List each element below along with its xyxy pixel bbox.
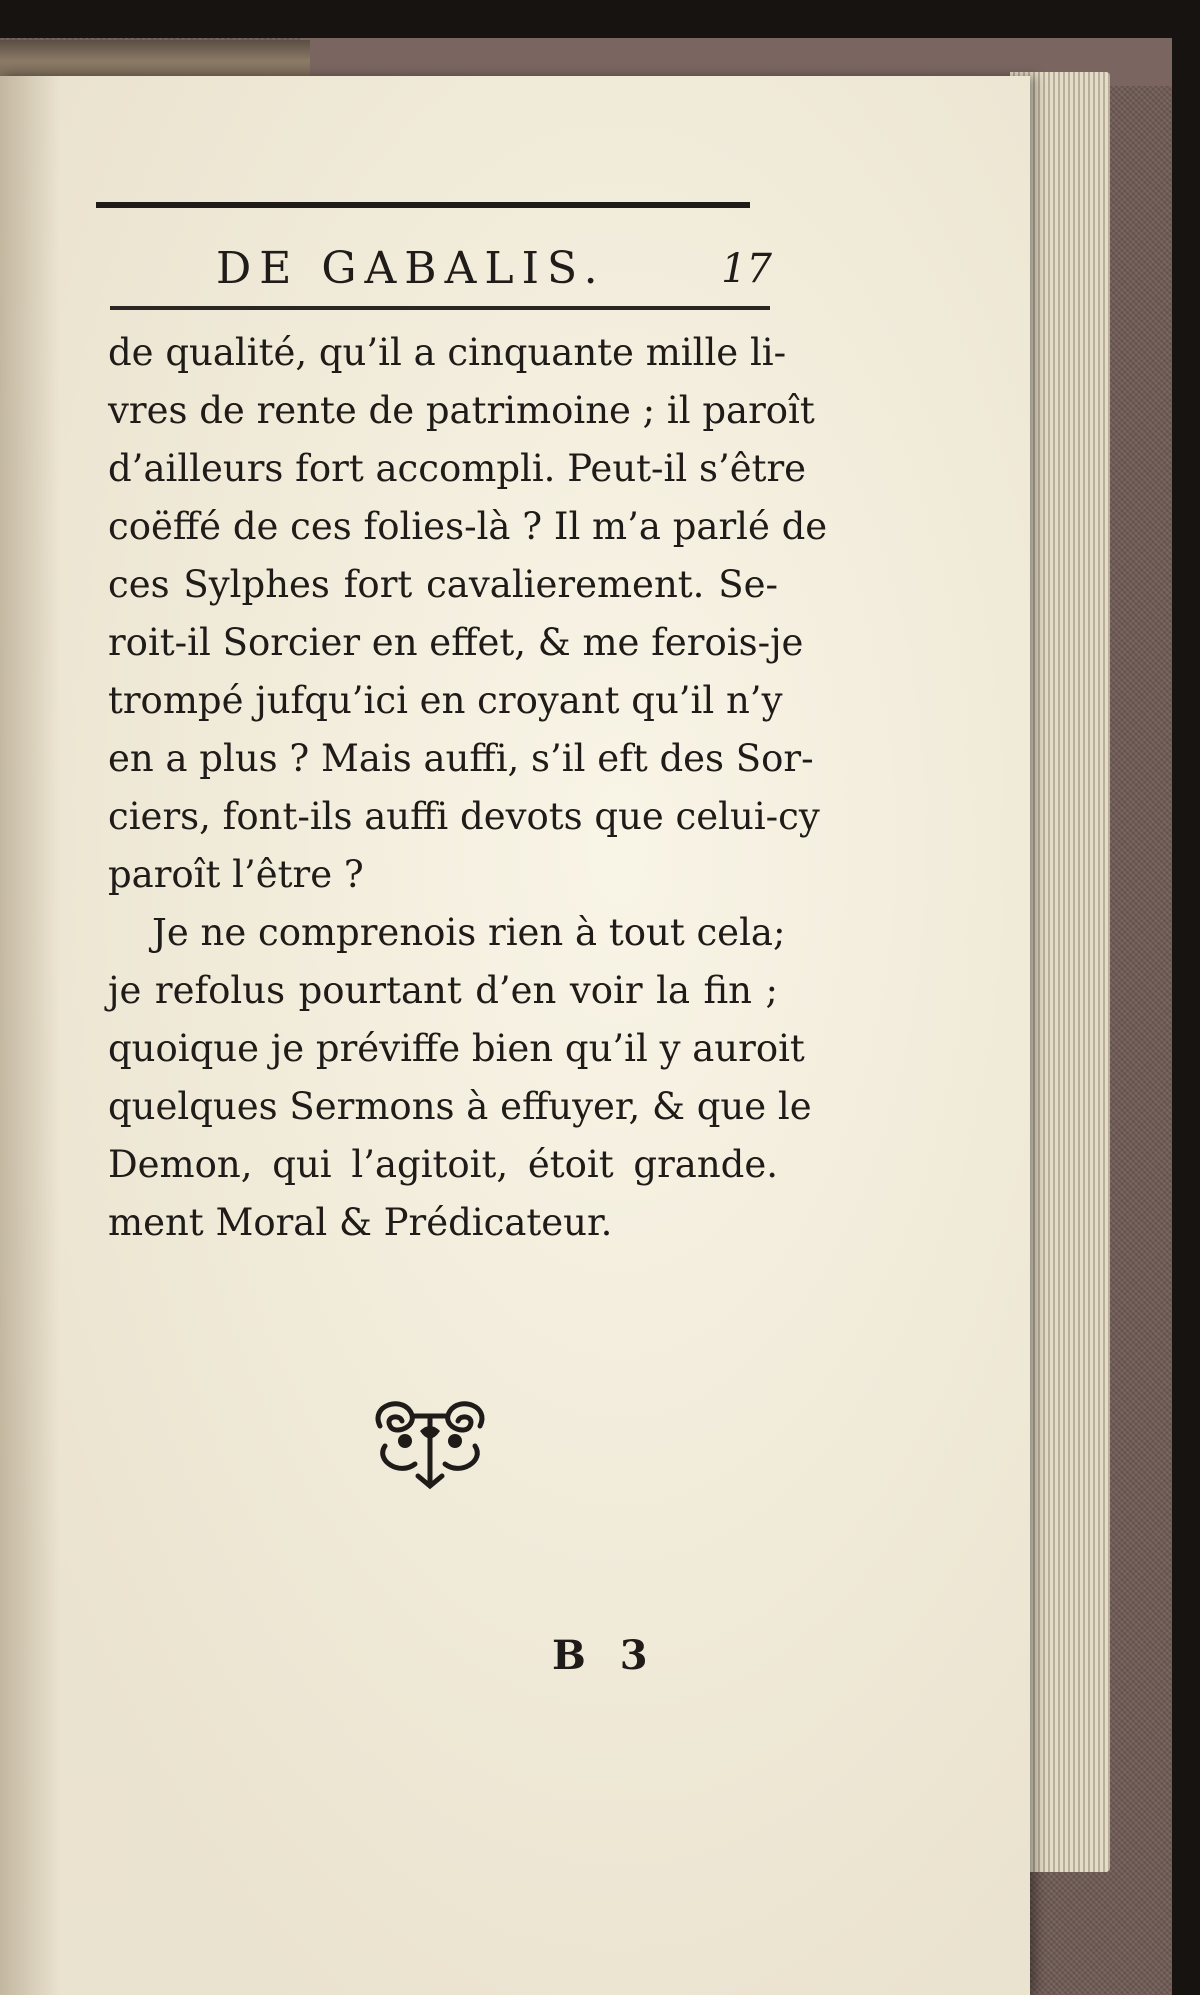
book-page (0, 76, 1030, 1995)
page-header (96, 234, 772, 304)
text-line: Demon, qui l’agitoit, étoit grande. (108, 1143, 778, 1186)
text-line: coëffé de ces folies-là ? Il m’a parlé de (108, 505, 828, 548)
signature-mark: B 3 (552, 1632, 658, 1679)
text-line: je refolus pourtant d’en voir la fin ; (108, 969, 778, 1012)
text-line: d’ailleurs fort accompli. Peut-il s’être (108, 447, 807, 490)
header-rule-bottom (110, 306, 770, 310)
body-text (108, 324, 828, 1252)
running-title: DE GABALIS. (216, 243, 606, 294)
header-rule-top (96, 202, 750, 208)
text-line: trompé jufqu’ici en croyant qu’il n’y (108, 679, 783, 722)
text-line: ciers, font-ils auffi devots que celui-cy (108, 795, 820, 838)
page-number: 17 (721, 246, 772, 292)
text-line: paroît l’être ? (108, 853, 364, 896)
printers-ornament-icon (360, 1386, 500, 1496)
text-line: ment Moral & Prédicateur. (108, 1201, 613, 1244)
text-line: de qualité, qu’il a cinquante mille li- (108, 331, 787, 374)
text-line: vres de rente de patrimoine ; il paroît (108, 389, 815, 432)
text-line: Je ne comprenois rien à tout cela; (152, 911, 786, 954)
text-line: en a plus ? Mais auffi, s’il eft des Sor- (108, 737, 814, 780)
text-line: quoique je préviffe bien qu’il y auroit (108, 1027, 805, 1070)
text-line: ces Sylphes fort cavalierement. Se- (108, 563, 778, 606)
text-line: quelques Sermons à effuyer, & que le (108, 1085, 812, 1128)
text-line: roit-il Sorcier en effet, & me ferois-je (108, 621, 804, 664)
